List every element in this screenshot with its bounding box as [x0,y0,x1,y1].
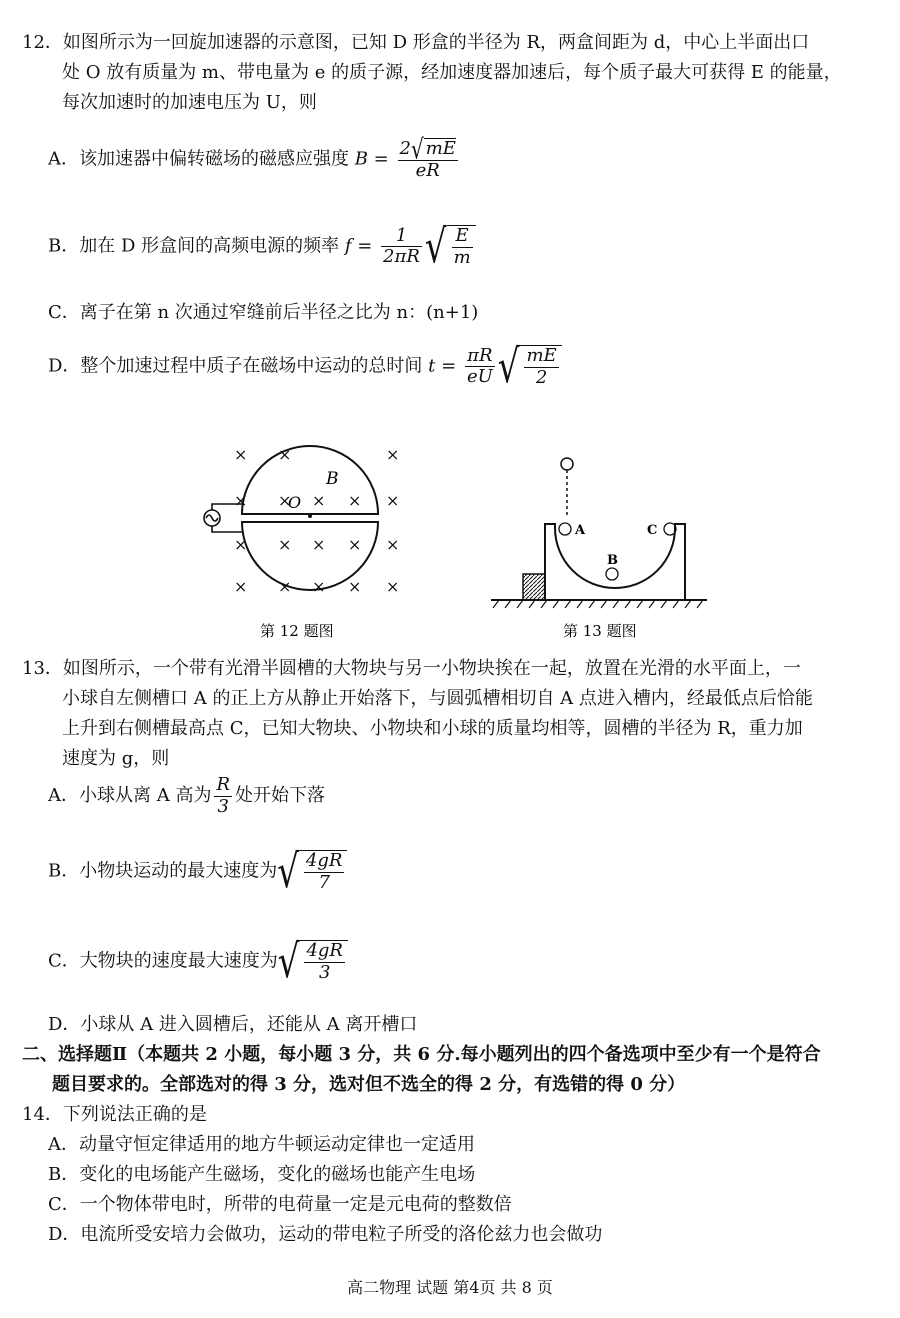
section2-heading-line1: 二、选择题Ⅱ（本题共 2 小题，每小题 3 分，共 6 分.每小题列出的四个备选项中至少有一个是符合 [22,1044,821,1065]
q12-option-b-lhs: f = [344,235,373,257]
q13-option-a-num: R [216,774,231,795]
label-c: C [647,523,658,538]
q12-line1: 12．如图所示为一回旋加速器的示意图，已知 D 形盒的半径为 R，两盒间距为 d，中心上半面出口 [22,32,810,53]
q13-option-a-den: 3 [217,795,229,817]
q12-option-b-numerator: 1 [381,226,422,248]
q13-option-d: D．小球从 A 进入圆槽后，还能从 A 离开槽口 [48,1014,418,1035]
svg-text:×: × [386,535,400,554]
q12-option-d-rad-num: mE [526,345,557,366]
q12-option-a [48,132,461,181]
q13-line2: 小球自左侧槽口 A 的正上方从静止开始落下，与圆弧槽相切自 A 点进入槽内，经最低点后恰能 [62,688,813,709]
svg-text:×: × [278,535,292,554]
svg-text:×: × [278,445,292,464]
q12-line2: 处 O 放有质量为 m、带电量为 e 的质子源，经加速度器加速后，每个质子最大可获得 E 的能量， [62,62,842,83]
q12-option-d-sqrt: √ $\frac{mE}{2}$ [498,345,562,388]
q12-option-b-fraction [381,226,422,268]
q12-option-b-denominator: 2πR [383,246,420,268]
q13-option-c-rad-den: 3 [318,961,331,983]
q12-option-a-text: A．该加速器中偏转磁场的磁感应强度 [48,148,349,170]
caption-13: 第 13 题图 [563,622,637,640]
q13-line3: 上升到右侧槽最高点 C，已知大物块、小物块和小球的质量均相等，圆槽的半径为 R，重力加 [62,718,803,739]
svg-text:×: × [312,491,326,510]
q14-option-b: B．变化的电场能产生磁场，变化的磁场也能产生电场 [48,1164,476,1185]
q13-option-a-fraction [214,775,232,817]
q14-option-c: C．一个物体带电时，所带的电荷量一定是元电荷的整数倍 [48,1194,512,1215]
ground-hatch [493,600,703,608]
q13-line1: 13．如图所示，一个带有光滑半圆槽的大物块与另一小物块挨在一起，放置在光滑的水平面上，一 [22,658,801,679]
q12-option-a-lhs: B = [354,148,389,170]
svg-text:×: × [312,577,326,596]
svg-text:×: × [386,577,400,596]
q12-option-d-rad-den: 2 [535,366,548,388]
label-b: B [326,469,339,489]
q13-option-b-sqrt: √ $\frac{4gR}{7}$ [277,850,347,893]
q14-stem: 14．下列说法正确的是 [22,1104,207,1125]
q13-option-c-sqrt: √ $\frac{4gR}{3}$ [278,940,348,983]
page-footer: 高二物理 试题 第4页 共 8 页 [347,1278,553,1297]
label-o: O [288,493,302,512]
q12-option-c: C．离子在第 n 次通过窄缝前后半径之比为 n：(n+1) [48,302,479,323]
q13-line4: 速度为 g，则 [62,748,170,769]
falling-ball [561,458,573,518]
svg-text:×: × [278,491,292,510]
center-point-o [308,514,312,518]
q13-option-b [48,844,347,899]
q13-option-c-rad-num: 4gR [306,940,343,961]
svg-text:×: × [234,445,248,464]
q13-option-a-post: 处开始下落 [235,785,326,807]
q13-option-b-text: B．小物块运动的最大速度为 [48,860,278,882]
q12-option-b [48,219,476,274]
label-b13: B [607,553,618,568]
small-block [523,574,545,600]
q12-option-d-numerator: πR [465,346,495,368]
svg-text:×: × [278,577,292,596]
q12-option-d-lhs: t = [428,355,457,377]
q13-option-a [48,775,325,817]
q12-option-d-fraction [465,346,495,388]
q12-option-a-coef: 2 [399,137,411,159]
q12-option-d-denominator: eU [466,366,493,388]
q13-option-b-rad-num: 4gR [305,850,343,871]
q12-line3: 每次加速时的加速电压为 U，则 [62,92,317,113]
svg-text:×: × [386,445,400,464]
q13-option-c [48,934,348,989]
q14-option-a: A．动量守恒定律适用的地方牛顿运动定律也一定适用 [48,1134,475,1155]
svg-text:×: × [348,491,362,510]
label-a: A [575,523,586,538]
svg-text:×: × [312,535,326,554]
svg-text:×: × [234,491,248,510]
section2-heading-line2: 题目要求的。全部选对的得 3 分，选对但不选全的得 2 分，有选错的得 0 分） [52,1074,686,1095]
q12-option-a-fraction: $\frac{2√ mE}{eR}$ [399,132,456,181]
svg-text:×: × [234,535,248,554]
q12-option-d-text: D．整个加速过程中质子在磁场中运动的总时间 [48,355,423,377]
q14-option-d: D．电流所受安培力会做功，运动的带电粒子所受的洛伦兹力也会做功 [48,1224,603,1245]
caption-12: 第 12 题图 [260,622,334,640]
q12-option-b-rad-num: E [452,226,473,248]
figure-13-groove [485,452,715,642]
figure-12-cyclotron [190,440,420,640]
svg-text:×: × [348,535,362,554]
q13-option-c-text: C．大物块的速度最大速度为 [48,950,278,972]
q12-option-d [48,339,562,394]
svg-text:×: × [386,491,400,510]
q12-option-a-denominator: eR [415,159,440,181]
q12-option-b-text: B．加在 D 形盒间的高频电源的频率 [48,235,340,257]
q13-option-a-pre: A．小球从离 A 高为 [48,785,212,807]
q12-option-a-radicand: mE [425,138,456,159]
q12-option-b-rad-den: m [453,246,471,268]
svg-text:×: × [348,577,362,596]
q12-option-b-sqrt: √ $\frac{E}{m}$ [425,225,476,268]
q13-option-b-rad-den: 7 [318,871,330,893]
svg-text:×: × [234,577,248,596]
